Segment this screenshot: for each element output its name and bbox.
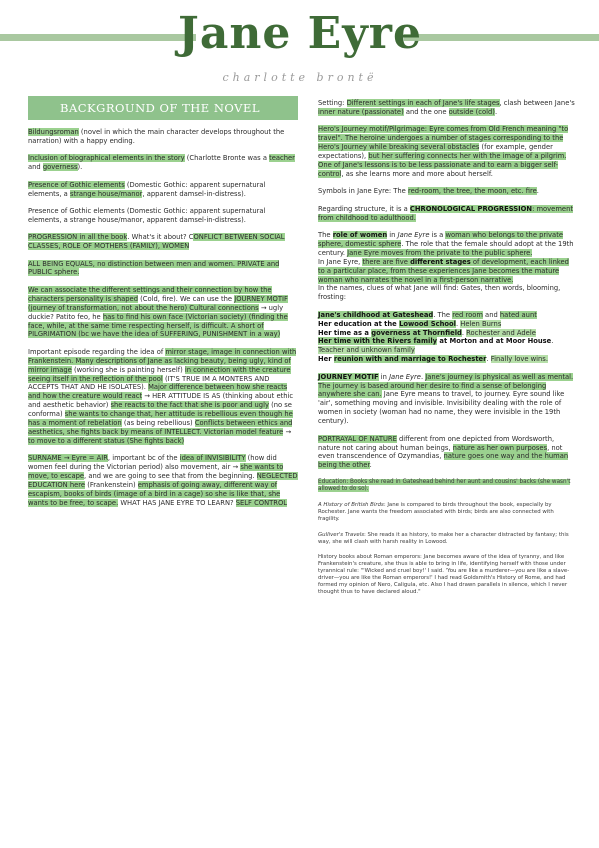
text: . bbox=[551, 337, 554, 346]
stage-thornfield bbox=[318, 329, 576, 338]
highlight: she wants to move, to escape bbox=[28, 463, 284, 481]
highlight: red-room, the tree, the moon, etc. fire bbox=[407, 187, 537, 196]
text: Jane Eyre means to travel, to journey. Eyre sound like 'air', something moving and invisible. Invisibility dealing with the role of women in society (woman had no name, they were invisible in the 19th century). bbox=[318, 390, 565, 426]
highlight: governess bbox=[42, 163, 78, 172]
highlight: outside (cold) bbox=[448, 107, 495, 116]
highlight: SURNAME → Eyre = AIR bbox=[28, 454, 108, 463]
highlight: governess at Thornfield bbox=[371, 328, 462, 337]
highlight: Hero's Journey motif/Pilgrimage: Eyre comes from Old French meaning "to travel". The heroine undergoes a number of stages corresponding to the Hero's Journey while breaking several obstacles bbox=[318, 125, 569, 152]
stages-list bbox=[318, 311, 576, 364]
text: Symbols in Jane Eyre: The bbox=[318, 187, 408, 196]
note-roman-emperors bbox=[318, 554, 576, 596]
highlight: JOURNEY MOTIF bbox=[234, 294, 288, 303]
text: . bbox=[486, 355, 491, 364]
highlight: she wants to change that, her attitude is rebellious even though he has a moment of rebelation bbox=[28, 410, 293, 428]
highlight: PORTRAYAL OF NATURE bbox=[318, 434, 397, 443]
highlight: hated aunt bbox=[499, 310, 537, 319]
text: A History of British Birds bbox=[318, 502, 384, 509]
text: Regarding structure, it is a bbox=[318, 204, 410, 213]
text: . bbox=[456, 319, 461, 328]
highlight: Her time with the Rivers family bbox=[318, 337, 438, 346]
highlight: SELF CONTROL bbox=[235, 498, 288, 507]
highlight: Teacher and unknown family bbox=[318, 346, 415, 355]
highlight: nature as her own purposes bbox=[452, 443, 548, 452]
text: (as being rebellious) bbox=[121, 419, 195, 428]
text: (Cold, fire). We can use the bbox=[138, 294, 235, 303]
highlight: Lowood School bbox=[399, 319, 456, 328]
text: : Jane is compared to birds throughout the book, especially by Rochester. Jane wants the freedom associated with birds; birds are also connected with fragility. bbox=[318, 502, 554, 523]
note-progression bbox=[28, 233, 298, 251]
text: in bbox=[378, 372, 390, 381]
text: History books about Roman emperors: Jane becomes aware of the idea of tyranny, and like Frankenstein's creature, she thus is able to bring in life, identifying herself with those under tyrannical rule: "'Wicked and cruel boy!' I said. 'You are like a murderer—you are like a slave-driver—you are like the Roman emperors!' I had read Goldsmith's History of Rome, and had formed my opinion of Nero, Caligula, etc. Also I had drawn parallels in silence, which I never thought thus to have declared aloud." bbox=[318, 554, 570, 596]
text: ). bbox=[77, 163, 83, 172]
highlight: Jane's childhood at Gateshead bbox=[318, 310, 434, 319]
highlight: Helen Burns bbox=[460, 319, 502, 328]
text: . bbox=[420, 372, 426, 381]
text: in bbox=[387, 230, 398, 239]
text: (working she is painting herself) bbox=[71, 365, 185, 374]
note-education bbox=[318, 479, 576, 494]
text: Gulliver's Travels bbox=[318, 531, 365, 538]
author-subtitle: charlotte brontë bbox=[222, 71, 378, 84]
text: , important bc of the bbox=[107, 454, 180, 463]
note-heros-journey bbox=[318, 125, 576, 178]
highlight: NEGLECTED EDUCATION here bbox=[28, 472, 298, 489]
note-structure bbox=[318, 205, 576, 223]
text: is a bbox=[429, 230, 446, 239]
text: → HER ATTITUDE IS AS (thinking about ethic and aesthetic behavior) bbox=[28, 392, 294, 410]
note-gullivers-travels bbox=[318, 532, 576, 546]
highlight: . Many descriptions of Jane as lacking beauty, being ugly, kind of mirror image bbox=[28, 356, 291, 374]
left-column bbox=[28, 96, 298, 516]
highlight: (Victorian society) (finding the face, while, at the same time respecting herself, is difficult. A short of PILGRIMATION (bc we have the idea of SUFFERING, PUNISHMENT in a way) bbox=[28, 312, 288, 339]
note-biographical bbox=[28, 154, 298, 172]
text: → ugly duckie? Patito feo, he bbox=[28, 303, 284, 321]
highlight: different stages bbox=[410, 257, 471, 266]
text: (novel in which the main character develops throughout the narration) with a happy ending. bbox=[28, 128, 285, 145]
right-column bbox=[318, 99, 576, 605]
text: . bbox=[494, 107, 498, 116]
text: . bbox=[369, 461, 372, 470]
highlight: Major difference between how she reacts and how the creature would react bbox=[28, 383, 288, 401]
highlight: she reacts to the fact that she is poor and ugly bbox=[110, 401, 269, 410]
text: (Charlotte Bronte was a bbox=[184, 154, 270, 163]
highlight: CHRONOLOGICAL PROGRESSION bbox=[409, 204, 533, 213]
highlight: Presence of Gothic elements bbox=[28, 180, 125, 189]
highlight: emphasis of going away, different way of escapism, books of birds (image of a bird in a cage) so she is like that, she wants to be free, to scape. bbox=[28, 481, 281, 507]
note-mirror-stage bbox=[28, 348, 298, 446]
text: (IT'S TRUE IM A MONTERS AND ACCEPTS THAT AND HE ISOLATES). bbox=[28, 374, 270, 392]
text: → bbox=[283, 427, 292, 436]
text: and bbox=[28, 163, 43, 172]
highlight: Rochester and Adele bbox=[466, 328, 536, 337]
text: . bbox=[536, 187, 539, 196]
highlight: there are five bbox=[362, 257, 411, 266]
stage-lowood bbox=[318, 320, 576, 329]
highlight: Different settings in each of Jane's life stages bbox=[346, 99, 500, 107]
note-journey-motif bbox=[318, 373, 576, 426]
highlight: Finally love wins. bbox=[490, 355, 548, 364]
highlight: PROGRESSION in all the book bbox=[28, 233, 128, 242]
note-role-of-women bbox=[318, 231, 576, 302]
text: at Morton and at Moor House bbox=[437, 337, 552, 346]
highlight: but her suffering connects her with the image of a pilgrim. One of Jane's lessons is to be less passionate and to earn a bigger self-control bbox=[318, 152, 567, 178]
text: and the one bbox=[403, 107, 449, 116]
note-nature bbox=[318, 435, 576, 471]
text: (Frankenstein) bbox=[85, 481, 138, 489]
text: , and we are going to see that from the beginning. bbox=[84, 472, 257, 481]
page-title: Jane Eyre bbox=[178, 8, 422, 59]
text: Her time as a bbox=[318, 328, 372, 337]
text: , as she learns more and more about herself. bbox=[341, 169, 493, 178]
stage-rivers bbox=[318, 337, 576, 355]
highlight: (journey of transformation, not about the hero) bbox=[28, 303, 188, 312]
text: . bbox=[461, 328, 467, 337]
highlight: Education: Books she read in Gateshead behind her aunt and cousins' backs (she wasn't allowed to do so). bbox=[318, 478, 571, 493]
text: Jane Eyre bbox=[389, 372, 421, 381]
text: The bbox=[318, 230, 333, 239]
highlight: Jane's journey is physical as well as mental. The journey is based around her desire to find a sense of belonging anywhere she can. bbox=[318, 372, 574, 399]
note-setting bbox=[318, 99, 576, 117]
highlight: has to find his own face bbox=[102, 312, 184, 321]
text: (Domestic Gothic: apparent supernatural elements, a bbox=[28, 180, 266, 198]
note-british-birds bbox=[318, 502, 576, 523]
text: , apparent damsel-in-distress). bbox=[142, 189, 246, 198]
highlight: in connection with the creature seeing itself in the reflection of the pool bbox=[28, 365, 291, 383]
highlight: Jane Eyre moves from the private to the public sphere. bbox=[347, 248, 533, 257]
highlight: JOURNEY MOTIF bbox=[318, 372, 379, 381]
highlight: idea of INVISIBILITY bbox=[179, 454, 246, 463]
note-gothic-highlighted bbox=[28, 181, 298, 199]
note-settings bbox=[28, 286, 298, 339]
highlight: Bildungsroman bbox=[28, 128, 79, 136]
highlight: reunion with and marriage to Rochester bbox=[333, 355, 487, 364]
highlight: of development, each linked to a particular place, from these experiences Jane becomes the mature woman who narrates the novel in a first-person narrative. bbox=[318, 257, 569, 284]
text: different from one depicted from Wordsworth, nature not caring about human beings, bbox=[318, 434, 555, 452]
text: . The bbox=[433, 310, 453, 319]
highlight: role of women bbox=[332, 230, 388, 239]
text: Jane Eyre bbox=[397, 230, 430, 239]
highlight: ONFLICT BETWEEN SOCIAL CLASSES, ROLE OF MOTHERS (FAMILY), WOMEN bbox=[28, 233, 285, 251]
section-heading-background: BACKGROUND OF THE NOVEL bbox=[28, 96, 298, 120]
text: . The role that the female should adopt at the 19th century. bbox=[318, 239, 574, 257]
highlight: woman who belongs to the private sphere, domestic sphere bbox=[318, 230, 563, 248]
highlight: Inclusion of biographical elements in the story bbox=[28, 154, 185, 163]
text: . What's it about? C bbox=[127, 233, 194, 242]
highlight: ALL BEING EQUALS, no distinction between men and women. PRIVATE and PUBLIC sphere. bbox=[28, 259, 280, 277]
highlight: to move to a different status (She fights back) bbox=[28, 436, 185, 445]
highlight: Cultural connections bbox=[187, 303, 259, 312]
note-gothic-plain: Presence of Gothic elements (Domestic Gothic: apparent supernatural elements, a strange house/manor, apparent damsel-in-distress). bbox=[28, 206, 266, 224]
text: Setting: bbox=[318, 99, 347, 107]
note-surname bbox=[28, 454, 298, 507]
highlight: Conflicts between ethics and aesthetics, she fights back by means of INTELLECT. Victorian model feature bbox=[28, 419, 293, 436]
highlight: strange house/manor bbox=[69, 189, 143, 198]
text: Important episode regarding the idea of bbox=[28, 347, 166, 356]
text: (no se conforma) bbox=[28, 401, 292, 419]
stage-reunion bbox=[318, 355, 576, 364]
note-bildungsroman bbox=[28, 128, 298, 146]
highlight: mirror stage, image in connection with Frankenstein bbox=[28, 347, 297, 365]
text: , clash between Jane's bbox=[499, 99, 575, 107]
text: (for example, gender expectations), bbox=[318, 143, 553, 161]
note-equality bbox=[28, 260, 298, 278]
highlight: : movement from childhood to adulthood. bbox=[318, 204, 573, 222]
highlight: teacher bbox=[269, 154, 295, 163]
highlight: We can associate the different settings and their connection by how the characters personality is shaped bbox=[28, 285, 272, 303]
text: : She reads it as history, to make her a character distracted by fantasy; this way, she will clash with harsh reality in Lowood. bbox=[318, 531, 569, 545]
text: WHAT HAS JANE EYRE TO LEARN? bbox=[118, 498, 236, 507]
text: In the names, clues of what Jane will find: Gates, then words, blooming, frosting: bbox=[318, 284, 561, 302]
text: Her education at the bbox=[318, 319, 400, 328]
highlight: red room bbox=[452, 310, 483, 319]
highlight: nature goes one way and the human being the other bbox=[318, 452, 569, 470]
text: Her bbox=[318, 355, 334, 364]
stage-gateshead bbox=[318, 311, 576, 320]
highlight: inner nature (passionate) bbox=[318, 107, 404, 116]
text: and bbox=[482, 310, 500, 319]
note-symbols bbox=[318, 187, 576, 196]
text: In Jane Eyre, bbox=[318, 257, 363, 266]
text: , not even transcendence of Ozymandias, bbox=[318, 443, 563, 461]
text: (how did women feel during the Victorian period) also movement, air → bbox=[28, 454, 277, 472]
